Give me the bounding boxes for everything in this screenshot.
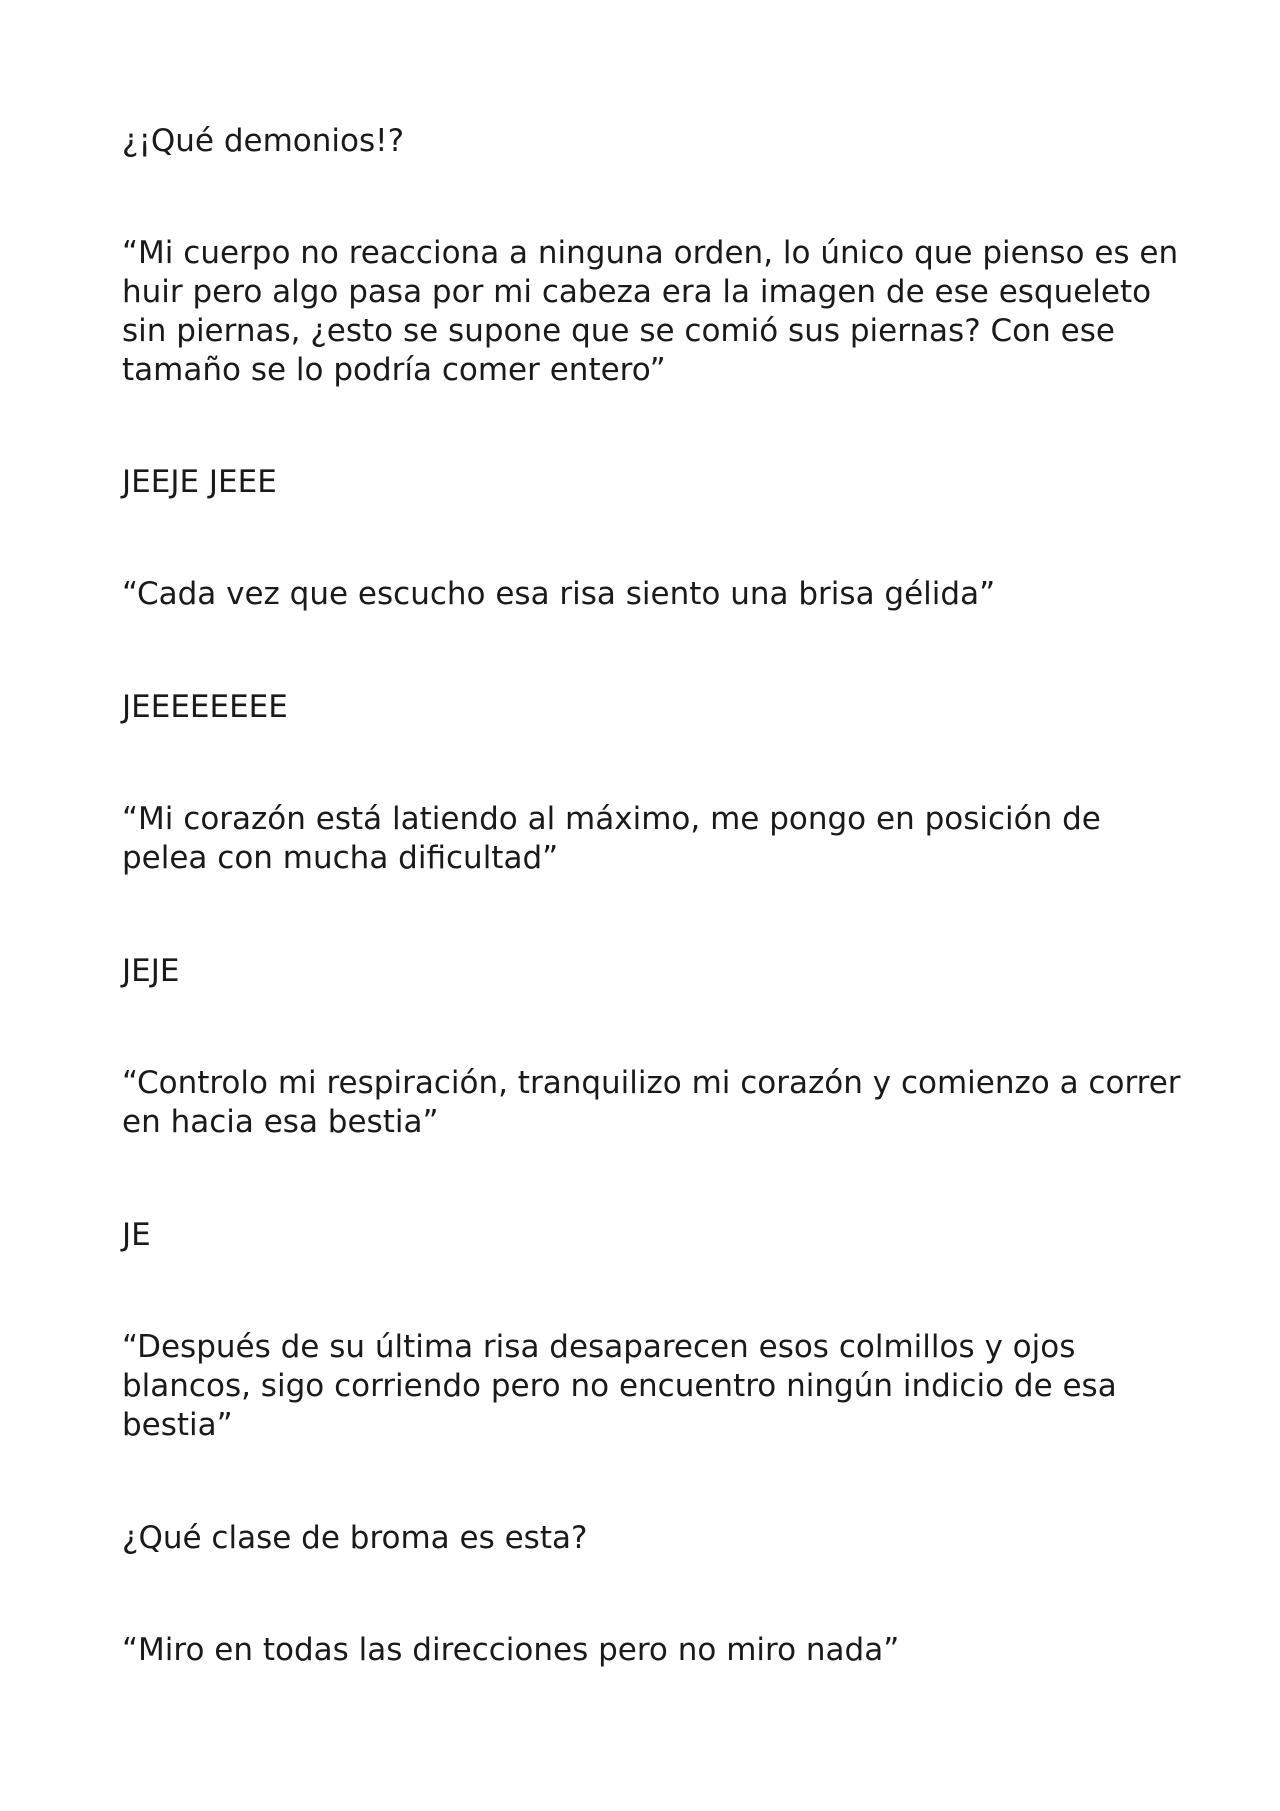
paragraph-laugh-3: JEJE [122,953,180,989]
paragraph-body-risa: “Cada vez que escucho esa risa siento una brisa gélida” [122,576,996,612]
paragraph-body-miro: “Miro en todas las direcciones pero no miro nada” [122,1632,900,1668]
paragraph-body-respiracion: “Controlo mi respiración, tranquilizo mi corazón y comienzo a correr en hacia esa bestia” [122,1065,1181,1140]
paragraph-laugh-1: JEEJE JEEE [122,464,277,500]
paragraph-laugh-2: JEEEEEEEE [122,689,288,725]
paragraph-laugh-4: JE [122,1217,151,1253]
paragraph-body-cuerpo: “Mi cuerpo no reacciona a ninguna orden, lo único que pienso es en huir pero algo pasa por mi cabeza era la imagen de ese esqueleto sin piernas, ¿esto se supone que se comió sus piernas? Con ese tamaño se lo podría comer entero” [122,235,1179,388]
paragraph-question-broma: ¿Qué clase de broma es esta? [122,1520,588,1556]
paragraph-body-despues: “Después de su última risa desaparecen esos colmillos y ojos blancos, sigo corriendo pero no encuentro ningún indicio de esa bestia” [122,1329,1117,1443]
paragraph-body-corazon: “Mi corazón está latiendo al máximo, me pongo en posición de pelea con mucha dificultad” [122,801,1101,876]
paragraph-exclamation: ¿¡Qué demonios!? [122,123,405,159]
